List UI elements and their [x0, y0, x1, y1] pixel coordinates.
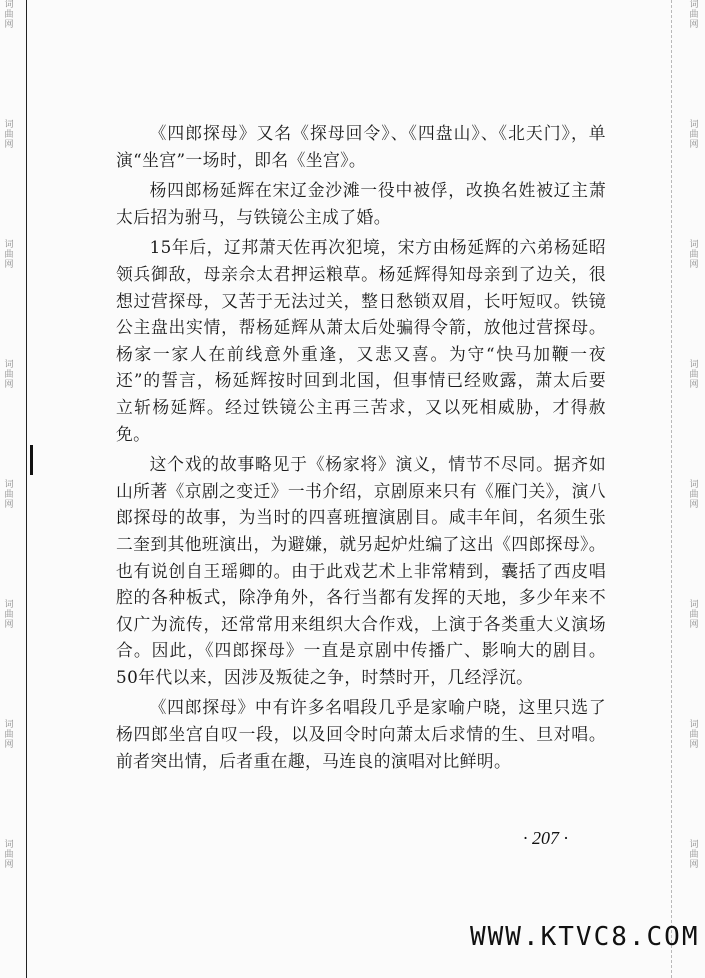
paragraph: 《四郎探母》中有许多名唱段几乎是家喻户晓，这里只选了杨四郎坐宫自叹一段，以及回令时向萧太后求情的生、旦对唱。前者突出情，后者重在趣，马连良的演唱对比鲜明。	[116, 697, 606, 771]
watermark-url: WWW.KTVC8.COM	[470, 922, 700, 952]
side-watermark: 词曲网	[4, 720, 14, 750]
paragraph: 《四郎探母》又名《探母回令》、《四盘山》、《北天门》，单演“坐宫”一场时，即名《坐宫》。	[116, 123, 606, 170]
side-watermark: 词曲网	[4, 120, 14, 150]
paragraph: 这个戏的故事略见于《杨家将》演义，情节不尽同。据齐如山所著《京剧之变迁》一书介绍，京剧原来只有《雁门关》，演八郎探母的故事，为当时的四喜班擅演剧目。咸丰年间，名须生张二奎到其他班演出，为避嫌，就另起炉灶编了这出《四郎探母》。也有说创自王瑶卿的。由于此戏艺术上非常精到，囊括了西皮唱腔的各种板式，除净角外，各行当都有发挥的天地，多少年来不仅广为流传，还常常用来组织大合作戏，上演于各类重大义演场合。因此，《四郎探母》一直是京剧中传播广、影响大的剧目。50年代以来，因涉及叛徒之争，时禁时开，几经浮沉。	[116, 454, 606, 687]
side-watermark: 词曲网	[4, 360, 14, 390]
side-watermark: 词曲网	[689, 600, 699, 630]
side-watermark: 词曲网	[4, 240, 14, 270]
side-watermark: 词曲网	[689, 120, 699, 150]
paragraph: 15年后，辽邦萧天佐再次犯境，宋方由杨延辉的六弟杨延昭领兵御敌，母亲佘太君押运粮草。杨延辉得知母亲到了边关，很想过营探母，又苦于无法过关，整日愁锁双眉，长吁短叹。铁镜公主盘出实情，帮杨延辉从萧太后处骗得令箭，放他过营探母。杨家一家人在前线意外重逢，又悲又喜。为守“快马加鞭一夜还”的誓言，杨延辉按时回到北国，但事情已经败露，萧太后要立斩杨延辉。经过铁镜公主再三苦求，又以死相威胁，才得赦免。	[116, 237, 606, 444]
paragraph: 杨四郎杨延辉在宋辽金沙滩一役中被俘，改换名姓被辽主萧太后招为驸马，与铁镜公主成了婚。	[116, 180, 606, 227]
side-watermark: 词曲网	[4, 0, 14, 30]
side-watermark: 词曲网	[689, 0, 699, 30]
side-watermark: 词曲网	[689, 240, 699, 270]
side-watermark: 词曲网	[689, 720, 699, 750]
side-watermark: 词曲网	[689, 360, 699, 390]
side-watermark: 词曲网	[689, 840, 699, 870]
side-watermark: 词曲网	[4, 840, 14, 870]
side-watermark: 词曲网	[4, 480, 14, 510]
article-body	[116, 120, 606, 778]
side-watermark: 词曲网	[4, 600, 14, 630]
margin-rule	[671, 0, 672, 978]
page-number: · 207 ·	[523, 828, 568, 848]
binding-edge	[26, 0, 27, 978]
binding-mark	[30, 445, 33, 475]
side-watermark: 词曲网	[689, 480, 699, 510]
